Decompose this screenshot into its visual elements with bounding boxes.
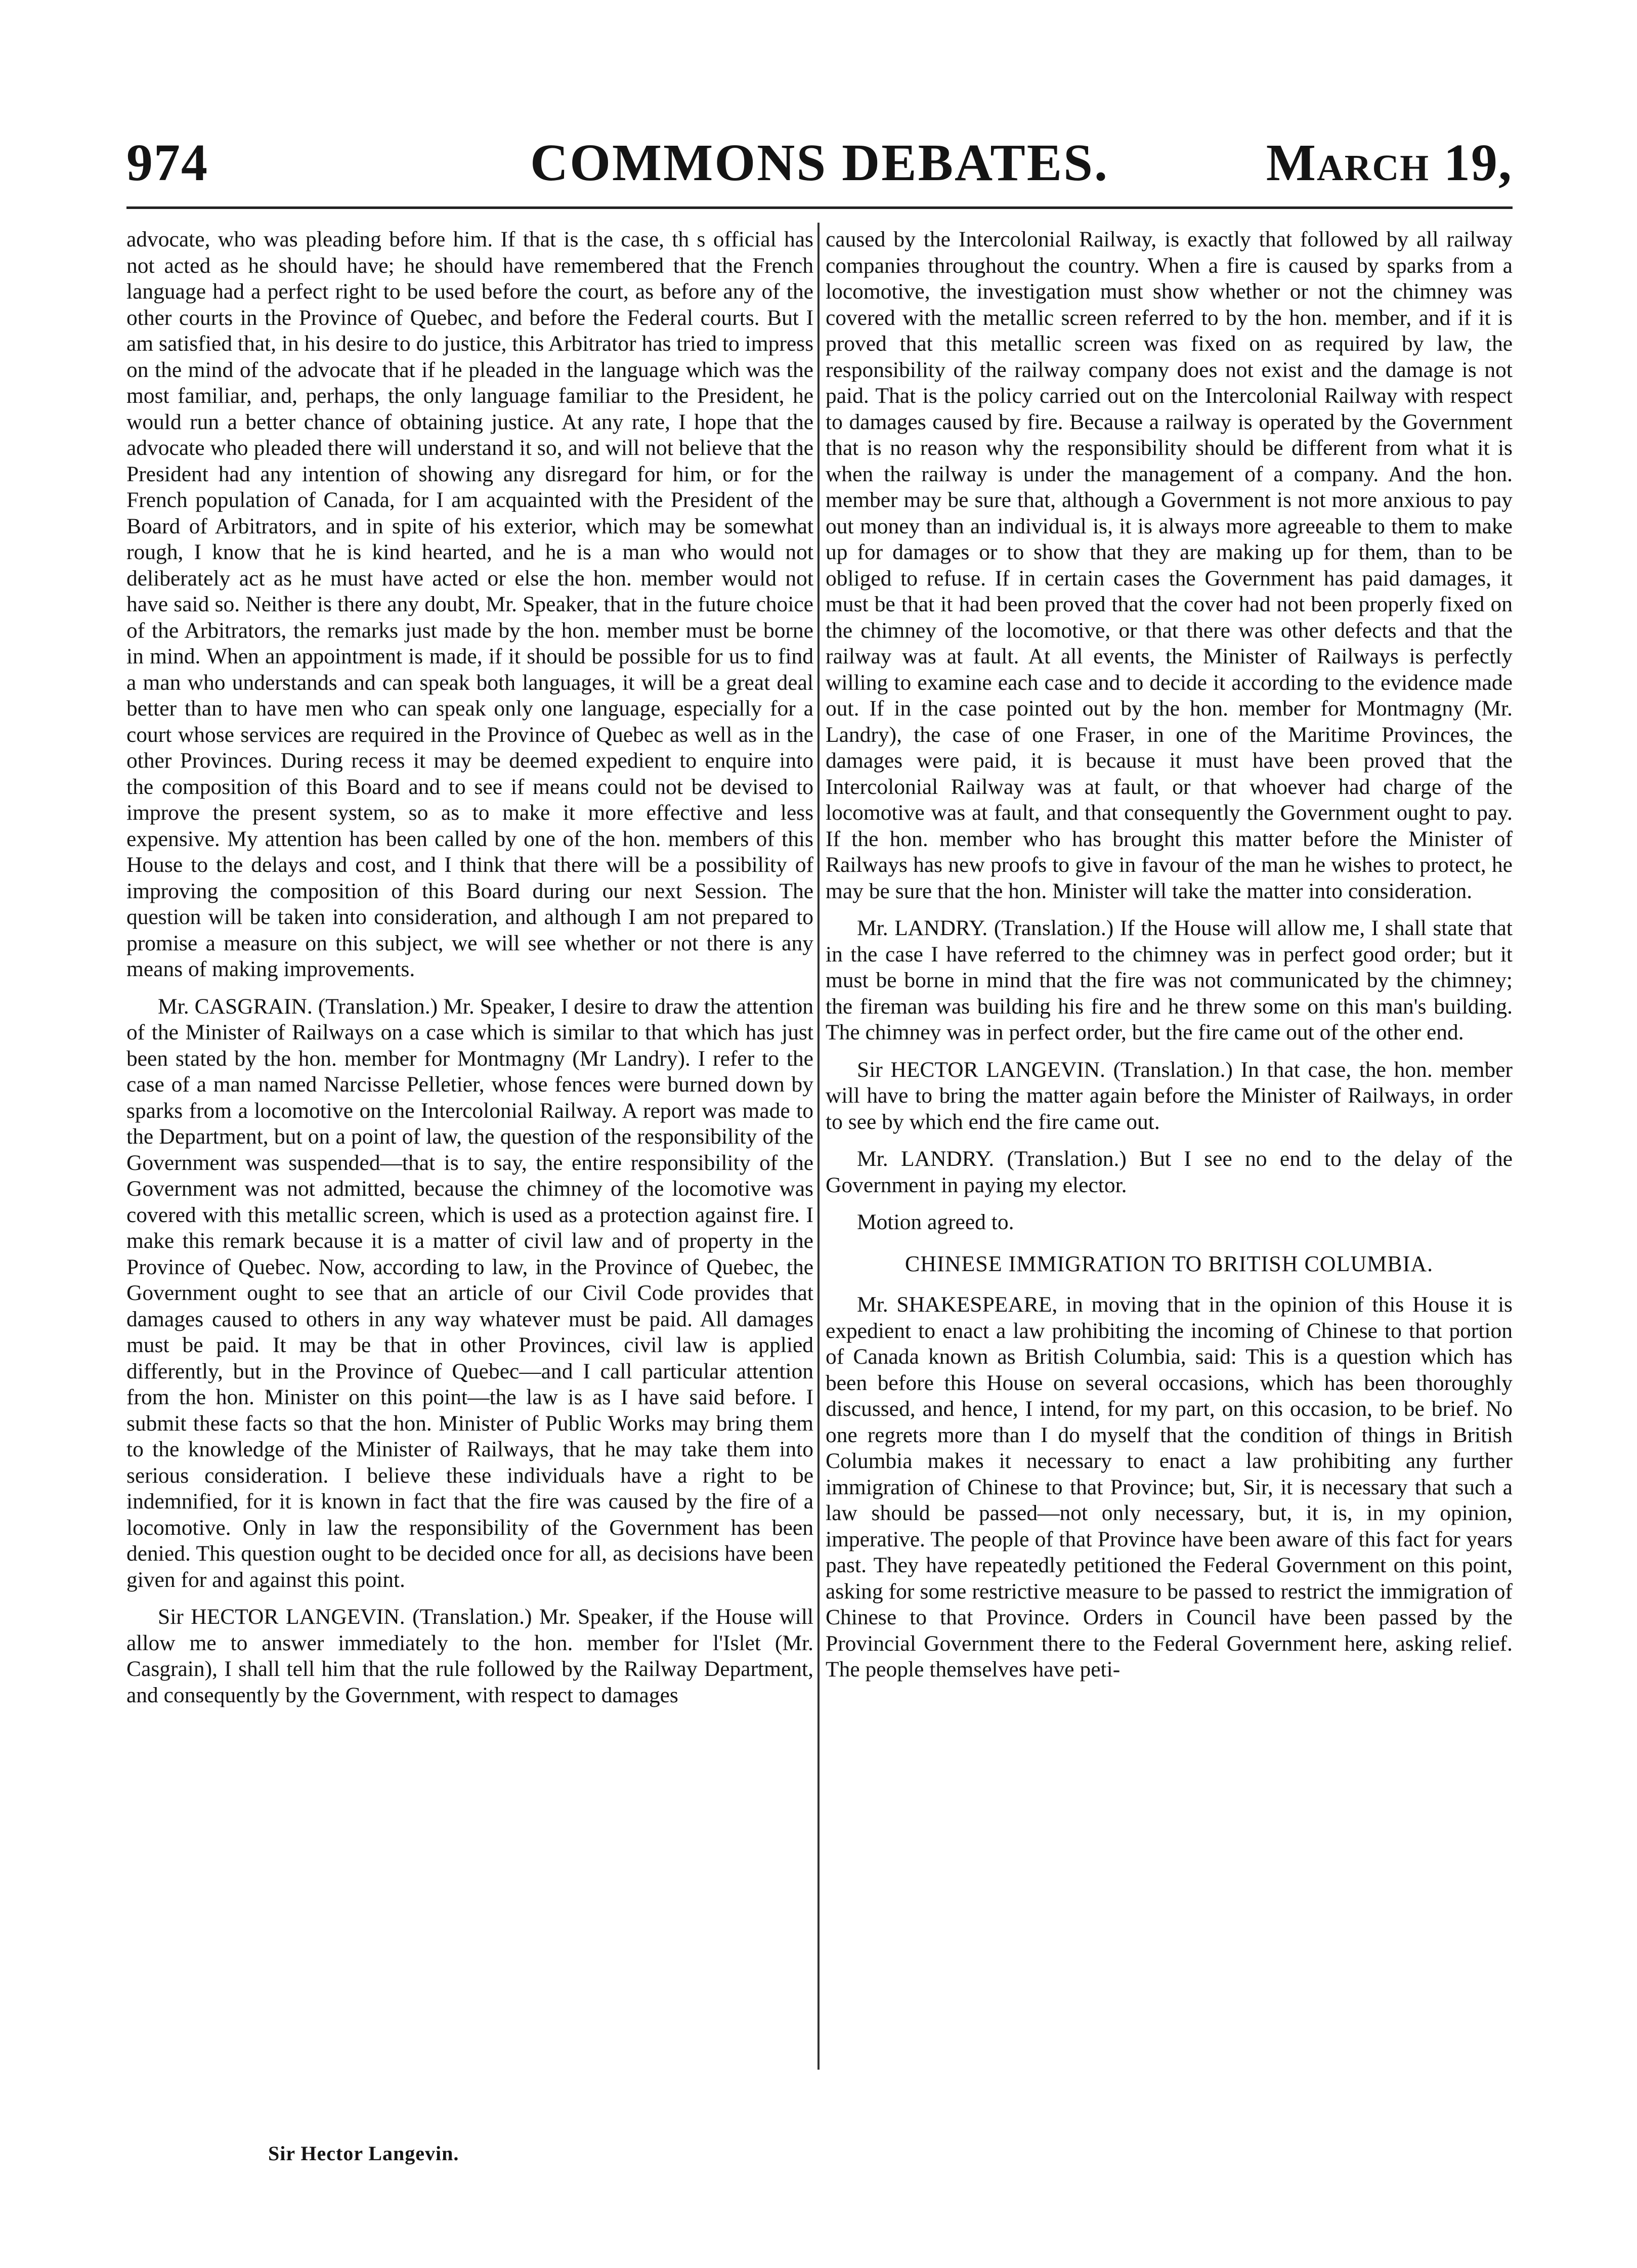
paragraph-casgrain: Mr. CASGRAIN. (Translation.) Mr. Speaker, I desire to draw the attention of the Minister of Railways on a case which is similar to that which has just been stated by the hon. member for Montmagny (Mr Landry). I refer to the case of a man named Narcisse Pelletier, whose fences were burned down by sparks from a locomotive on the Intercolonial Railway. A report was made to the Department, but on a point of law, the question of the responsibility of the Government was suspended—that is to say, the entire responsibility of the Government was not admitted, because the chimney of the locomotive was covered with this metallic screen, which is used as a protection against fire. I make this remark because it is a matter of civil law and of property in the Province of Quebec. Now, according to law, in the Province of Quebec, the Government ought to see that an article of our Civil Code provides that damages caused to others in any way whatever must be paid. All damages must be paid. It may be that in other Provinces, civil law is applied differently, but in the Province of Quebec—and I call particular attention from the hon. Minister on this point—the law is as I have said before. I submit these facts so that the hon. Minister of Public Works may bring them to the knowledge of the Minister of Railways, that he may take them into serious consideration. I believe these individuals have a right to be indemnified, for it is known in fact that the fire was caused by the fire of a locomotive. Only in law the responsibility of the Government has been denied. This question ought to be decided once for all, as decisions have been given for and against this point.	[126, 994, 813, 1592]
paragraph-shakespeare: Mr. SHAKESPEARE, in moving that in the opinion of this House it is expedient to enact a law prohibiting the incoming of Chinese to that portion of Canada known as British Columbia, said: This is a question which has been before this House on several occasions, which has been thoroughly discussed, and hence, I intend, for my part, on this occasion, to be brief. No one regrets more than I do myself that the condition of things in British Columbia makes it necessary to enact a law prohibiting any further immigration of Chinese to that Province; but, Sir, it is necessary that such a law should be passed—not only necessary, but, it is, in my opinion, imperative. The people of that Province have been aware of this fact for years past. They have repeatedly petitioned the Federal Government on this point, asking for some restrictive measure to be passed to restrict the immigration of Chinese to that Province. Orders in Council have been passed by the Provincial Government there to the Federal Government here, asking relief. The people themselves have peti-	[826, 1292, 1513, 1682]
paragraph-motion: Motion agreed to.	[857, 1210, 1014, 1234]
paragraph-landry-1: Mr. LANDRY. (Translation.) If the House will allow me, I shall state that in the case I have referred to the chimney was in perfect good order; but it must be borne in mind that the fire was not communicated by the chimney; the fireman was building his fire and he threw some on this man's building. The chimney was in perfect order, but the fire came out of the other end.	[826, 916, 1513, 1044]
right-column	[826, 227, 1513, 2109]
section-heading: CHINESE IMMIGRATION TO BRITISH COLUMBIA.	[904, 1251, 1434, 1276]
paragraph-advocate: advocate, who was pleading before him. If that is the case, th s official has not acted as he should have; he should have remembered that the French language had a perfect right to be used before the court, as before any of the other courts in the Province of Quebec, and before the Federal courts. But I am satisfied that, in his desire to do justice, this Arbitrator has tried to impress on the mind of the advocate that if he pleaded in the language which was the most familiar, and, perhaps, the only language familiar to the President, he would run a better chance of obtaining justice. At any rate, I hope that the advocate who pleaded there will understand it so, and will not believe that the President had any intention of showing any disregard for him, or for the French population of Canada, for I am acquainted with the President of the Board of Arbitrators, and in spite of his exterior, which may be somewhat rough, I know that he is kind hearted, and he is a man who would not deliberately act as he must have acted or else the hon. member would not have said so. Neither is there any doubt, Mr. Speaker, that in the future choice of the Arbitrators, the remarks just made by the hon. member must be borne in mind. When an appointment is made, if it should be possible for us to find a man who understands and can speak both languages, it will be a great deal better than to have men who can speak only one language, especially for a court whose services are required in the Province of Quebec as well as in the other Provinces. During recess it may be deemed expedient to enquire into the composition of this Board and to see if means could not be devised to improve the present system, so as to make it more effective and less expensive. My attention has been called by one of the hon. members of this House to the delays and cost, and I think that there will be a possibility of improving the composition of this Board during our next Session. The question will be taken into consideration, and although I am not prepared to promise a measure on this subject, we will see whether or not there is any means of making improvements.	[126, 227, 813, 981]
paragraph-langevin: Sir HECTOR LANGEVIN. (Translation.) Mr. Speaker, if the House will allow me to answer immediately to the hon. member for l'Islet (Mr. Casgrain), I shall tell him that the rule followed by the Railway Department, and consequently by the Government, with respect to damages	[126, 1605, 813, 1707]
column-divider	[817, 223, 820, 2070]
page-header	[126, 133, 1513, 203]
catchword: Sir Hector Langevin.	[268, 2142, 459, 2165]
header-rule	[126, 206, 1513, 209]
page-date: March 19,	[1266, 134, 1513, 192]
paragraph-langevin-2: Sir HECTOR LANGEVIN. (Translation.) In that case, the hon. member will have to bring the matter again before the Minister of Railways, in order to see by which end the fire came out.	[826, 1057, 1513, 1134]
left-column	[126, 227, 813, 2109]
paragraph-landry-2: Mr. LANDRY. (Translation.) But I see no end to the delay of the Government in paying my elector.	[826, 1147, 1513, 1197]
paragraph-continuation: caused by the Intercolonial Railway, is exactly that followed by all railway companies throughout the country. When a fire is caused by sparks from a locomotive, the investigation must show whether or not the chimney was covered with the metallic screen referred to by the hon. member, and if it is proved that this metallic screen was fixed on as required by law, the responsibility of the railway company does not exist and the damage is not paid. That is the policy carried out on the Intercolonial Railway with respect to damages caused by fire. Because a railway is operated by the Government that is no reason why the responsibility should be different from what it is when the railway is under the management of a company. And the hon. member may be sure that, although a Government is not more anxious to pay out money than an individual is, it is always more agreeable to them to make up for damages or to show that they are making up for them, than to be obliged to refuse. If in certain cases the Government has paid damages, it must be that it had been proved that the cover had not been properly fixed on the chimney of the locomotive, or that there was other defects and that the railway was at fault. At all events, the Minister of Railways is perfectly willing to examine each case and to decide it according to the evidence made out. If in the case pointed out by the hon. member for Montmagny (Mr. Landry), the case of one Fraser, in one of the Maritime Provinces, the damages were paid, it is because it must have been proved that the Intercolonial Railway was at fault, or that whoever had charge of the locomotive was at fault, and that consequently the Government ought to pay. If the hon. member who has brought this matter before the Minister of Railways has new proofs to give in favour of the man he wishes to protect, he may be sure that the hon. Minister will take the matter into consideration.	[826, 227, 1513, 903]
page-number: 974	[126, 134, 208, 192]
publication-title: COMMONS DEBATES.	[530, 134, 1109, 192]
